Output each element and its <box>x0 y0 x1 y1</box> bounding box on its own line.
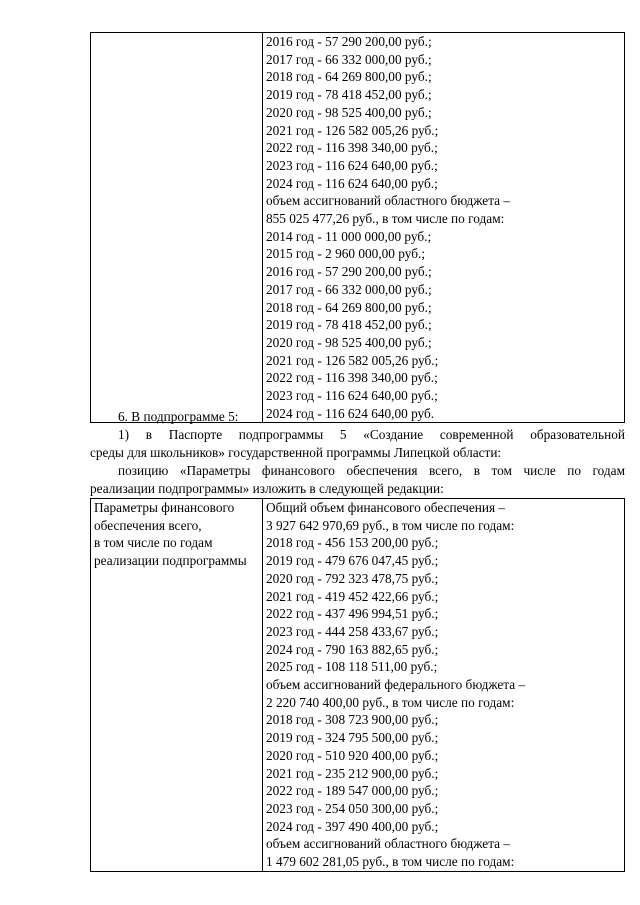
table-left-cell <box>91 499 263 872</box>
table-line: объем ассигнований областного бюджета – <box>266 836 511 852</box>
table-line: 2024 год - 397 490 400,00 руб.; <box>266 818 439 834</box>
paragraph-subprogram-heading: 6. В подпрограмме 5: <box>118 409 239 424</box>
paragraph-item-1-line-2: среды для школьников» государственной программы Липецкой области: <box>90 445 502 460</box>
table-line: 2024 год - 116 624 640,00 руб.; <box>266 175 438 191</box>
table-line: 2024 год - 790 163 882,65 руб.; <box>266 641 439 657</box>
table-line: 2021 год - 126 582 005,26 руб.; <box>266 352 439 368</box>
table-line: объем ассигнований областного бюджета – <box>266 193 511 209</box>
table-line: 2020 год - 98 525 400,00 руб.; <box>266 104 432 120</box>
table-line: 2025 год - 108 118 511,00 руб.; <box>266 659 438 675</box>
table-line: 2023 год - 254 050 300,00 руб.; <box>266 800 439 816</box>
table-line: 2014 год - 11 000 000,00 руб.; <box>266 228 432 244</box>
table-line: 2019 год - 324 795 500,00 руб.; <box>266 730 439 746</box>
table-line: 2022 год - 437 496 994,51 руб.; <box>266 606 439 622</box>
table-line: 2018 год - 308 723 900,00 руб.; <box>266 712 439 728</box>
table-line: 2017 год - 66 332 000,00 руб.; <box>266 51 432 67</box>
table-right-cell <box>263 499 625 872</box>
table-line: 2021 год - 419 452 422,66 руб.; <box>266 588 439 604</box>
table-line: 2018 год - 64 269 800,00 руб.; <box>266 299 432 315</box>
table-row <box>91 33 625 423</box>
parameter-label-line: в том числе по годам <box>94 535 213 551</box>
table-line: 3 927 642 970,69 руб., в том числе по годам: <box>266 517 515 533</box>
paragraph-item-1-line-1: 1) в Паспорте подпрограммы 5 «Создание современной образовательной <box>118 427 625 442</box>
funding-parameters-table <box>90 498 625 872</box>
table-line: 2018 год - 456 153 200,00 руб.; <box>266 535 439 551</box>
table-line: 2 220 740 400,00 руб., в том числе по годам: <box>266 694 515 710</box>
table-line: 2017 год - 66 332 000,00 руб.; <box>266 281 432 297</box>
table-line: 2023 год - 116 624 640,00 руб.; <box>266 157 438 173</box>
parameter-label-line: Параметры финансового <box>94 500 235 515</box>
table-line: 2021 год - 126 582 005,26 руб.; <box>266 122 439 138</box>
paragraph-position-line-1: позицию «Параметры финансового обеспечения всего, в том числе по годам <box>118 463 625 478</box>
table-line: 2018 год - 64 269 800,00 руб.; <box>266 69 432 85</box>
table-line: Общий объем финансового обеспечения – <box>266 500 506 515</box>
table-line: 2024 год - 116 624 640,00 руб. <box>266 405 435 421</box>
table-line: 2023 год - 444 258 433,67 руб.; <box>266 623 439 639</box>
table-line: объем ассигнований федерального бюджета – <box>266 677 526 693</box>
table-line: 1 479 602 281,05 руб., в том числе по годам: <box>266 854 515 870</box>
table-line: 2022 год - 189 547 000,00 руб.; <box>266 783 439 799</box>
table-line: 2016 год - 57 290 200,00 руб.; <box>266 34 432 49</box>
table-line: 2020 год - 792 323 478,75 руб.; <box>266 570 439 586</box>
table-row <box>91 499 625 872</box>
table-line: 2020 год - 98 525 400,00 руб.; <box>266 334 432 350</box>
table-line: 2015 год - 2 960 000,00 руб.; <box>266 246 426 262</box>
table-line: 2016 год - 57 290 200,00 руб.; <box>266 264 432 280</box>
table-line: 2022 год - 116 398 340,00 руб.; <box>266 140 438 156</box>
parameter-label-line: обеспечения всего, <box>94 517 202 533</box>
paragraph-position-line-2: реализации подпрограммы» изложить в следующей редакции: <box>90 481 444 496</box>
table-line: 2022 год - 116 398 340,00 руб.; <box>266 370 438 386</box>
table-line: 2021 год - 235 212 900,00 руб.; <box>266 765 439 781</box>
funding-table-continued <box>90 32 625 423</box>
table-left-cell <box>91 33 263 423</box>
table-line: 2020 год - 510 920 400,00 руб.; <box>266 747 439 763</box>
parameter-label-line: реализации подпрограммы <box>94 553 247 569</box>
table-line: 2019 год - 78 418 452,00 руб.; <box>266 317 432 333</box>
table-line: 2019 год - 78 418 452,00 руб.; <box>266 87 432 103</box>
table-line: 855 025 477,26 руб., в том числе по годам: <box>266 211 505 227</box>
table-line: 2019 год - 479 676 047,45 руб.; <box>266 553 439 569</box>
table-right-cell <box>263 33 625 423</box>
table-line: 2023 год - 116 624 640,00 руб.; <box>266 388 438 404</box>
